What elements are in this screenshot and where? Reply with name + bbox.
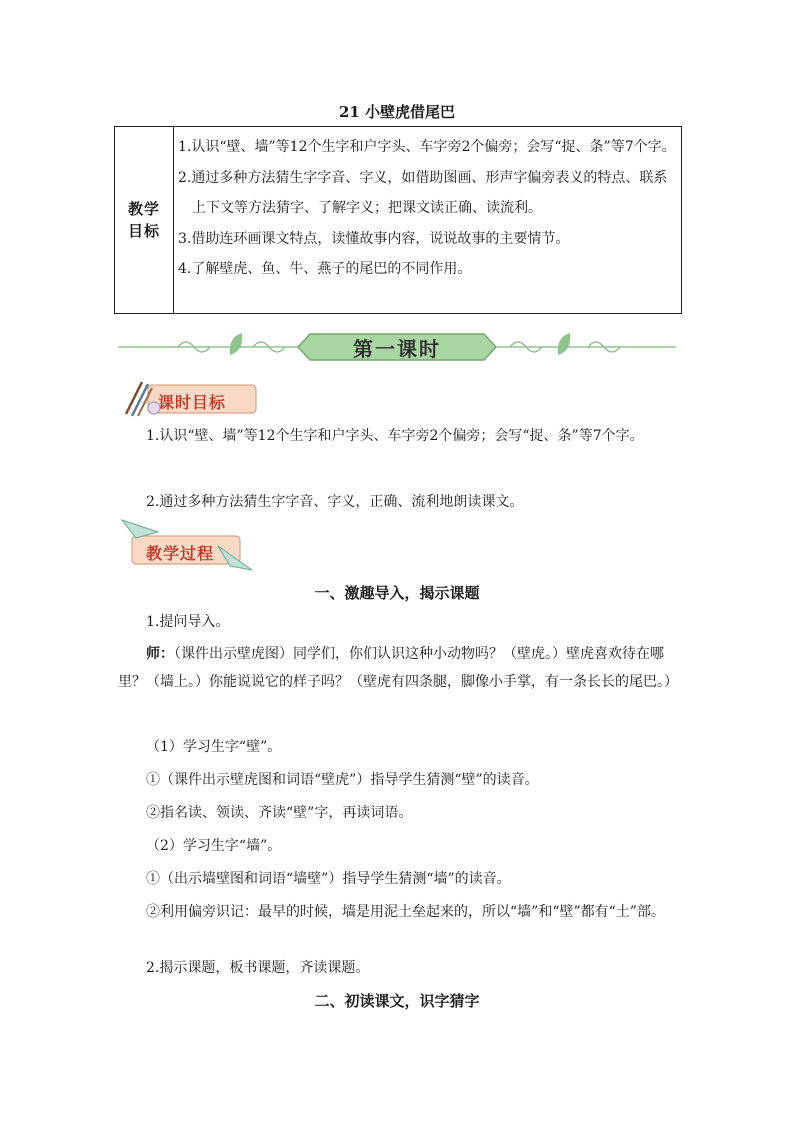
goal-item: 2.通过多种方法猜生字字音、字义，如借助图画、形声字偏旁表义的特点、联系上下文等方法猜字、了解字义；把课文读正确、读流利。: [178, 169, 668, 216]
sub-step: （1）学习生字“壁”。: [146, 739, 282, 755]
teacher-label: 师：: [146, 646, 174, 662]
section-title: 一、激趣导入，揭示课题: [314, 584, 480, 602]
sub-step: ②利用偏旁识记：最早的时候，墙是用泥土垒起来的，所以“墙”和“壁”都有“土”部。: [146, 904, 665, 920]
lesson-goal-item: 2.通过多种方法猜生字字音、字义，正确、流利地朗读课文。: [146, 494, 524, 510]
sub-step: ②指名读、领读、齐读“壁”字，再读词语。: [146, 805, 413, 821]
goals-table-header-cell: [115, 127, 174, 313]
goals-table-header: 教学目标: [127, 200, 160, 240]
lesson-goal-item: 1.认识“壁、墙”等12个生字和户字头、车字旁2个偏旁；会写“捉、条”等7个字。: [146, 428, 644, 444]
goal-item: 3.借助连环画课文特点，读懂故事内容，说说故事的主要情节。: [178, 230, 570, 247]
teacher-dialogue: [118, 640, 680, 696]
goal-item: 1.认识“壁、墙”等12个生字和户字头、车字旁2个偏旁；会写“捉、条”等7个字。: [178, 139, 676, 155]
sub-step: ①（出示墙壁图和词语“墙壁”）指导学生猜测“墙”的读音。: [146, 871, 511, 887]
step-text: 1.提问导入。: [146, 614, 230, 630]
lesson-goals-badge: 课时目标: [158, 393, 227, 412]
goals-list: [178, 132, 678, 285]
step-text: 2.揭示课题，板书课题，齐读课题。: [146, 960, 370, 976]
teaching-goals-table: [114, 126, 682, 314]
lesson-banner-title: 第一课时: [353, 337, 441, 361]
sub-step: ①（课件出示壁虎图和词语“壁虎”）指导学生猜测“壁”的读音。: [146, 772, 539, 788]
document-title: 21 小壁虎借尾巴: [338, 103, 456, 121]
section-title: 二、初读课文，识字猜字: [314, 992, 480, 1010]
process-badge: 教学过程: [146, 544, 215, 563]
teacher-text: （课件出示壁虎图）同学们，你们认识这种小动物吗？（壁虎。）壁虎喜欢待在哪里？（墙上。）你能说说它的样子吗？（壁虎有四条腿，脚像小手掌，有一条长长的尾巴。）: [118, 646, 678, 690]
goal-item: 4.了解壁虎、鱼、牛、燕子的尾巴的不同作用。: [178, 261, 472, 277]
sub-step: （2）学习生字“墙”。: [146, 838, 282, 854]
